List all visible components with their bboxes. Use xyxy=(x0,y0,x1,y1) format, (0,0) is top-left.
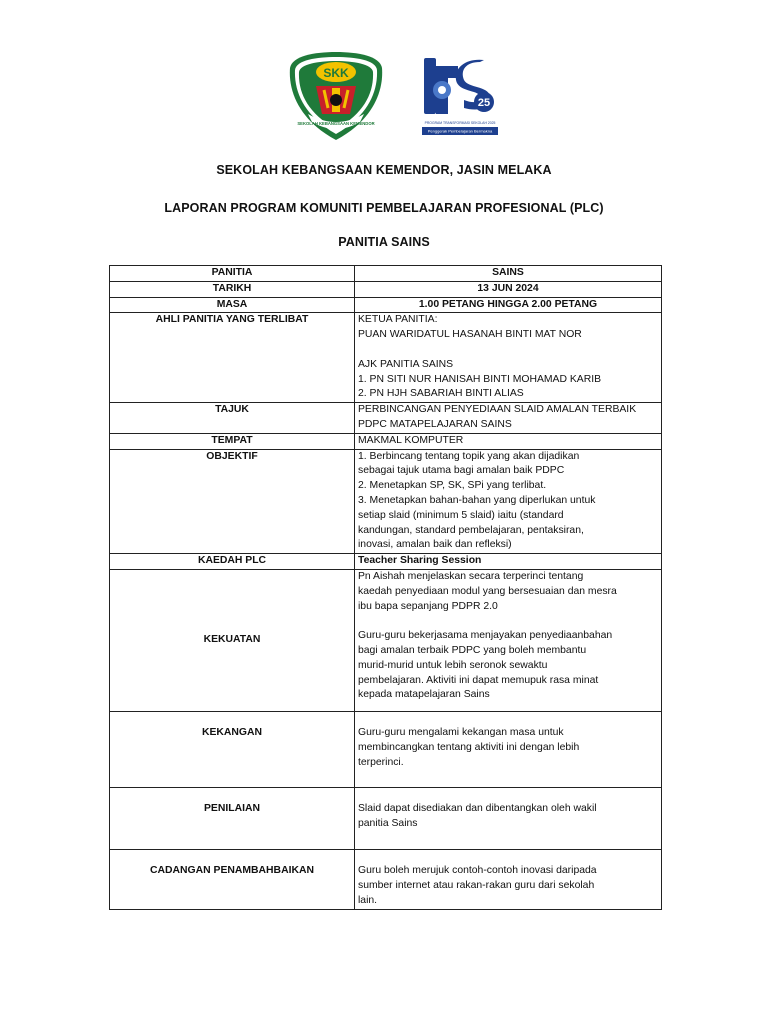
label-kaedah: KAEDAH PLC xyxy=(110,554,355,570)
tajuk-line: PERBINCANGAN PENYEDIAAN SLAID AMALAN TERBAIK xyxy=(358,404,637,416)
label-tarikh: TARIKH xyxy=(110,281,355,297)
ahli-line: 2. PN HJH SABARIAH BINTI ALIAS xyxy=(358,388,524,400)
value-kekangan xyxy=(355,712,662,788)
kekuatan-line: bagi amalan terbaik PDPC yang boleh membantu xyxy=(358,644,587,656)
label-tajuk: TAJUK xyxy=(110,403,355,434)
kekuatan-line: Guru-guru bekerjasama menjayakan penyediaanbahan xyxy=(358,630,613,642)
value-kekuatan xyxy=(355,569,662,711)
label-panitia: PANITIA xyxy=(110,266,355,282)
objektif-line: sebagai tajuk utama bagi amalan baik PDPC xyxy=(358,465,565,477)
label-penilaian: PENILAIAN xyxy=(110,788,355,850)
kekuatan-line: kepada matapelajaran Sains xyxy=(358,689,490,701)
ahli-line: AJK PANITIA SAINS xyxy=(358,358,454,370)
school-name-heading: SEKOLAH KEBANGSAAN KEMENDOR, JASIN MELAKA xyxy=(216,163,552,177)
kekangan-line: Guru-guru mengalami kekangan masa untuk xyxy=(358,727,564,739)
value-cadangan xyxy=(355,850,662,909)
ahli-line: PUAN WARIDATUL HASANAH BINTI MAT NOR xyxy=(358,329,582,341)
kekuatan-line: pembelajaran. Aktiviti ini dapat memupuk rasa minat xyxy=(358,674,599,686)
logo-row xyxy=(0,50,768,140)
objektif-line: kandungan, standard pembelajaran, pentaksiran, xyxy=(358,524,584,536)
value-kaedah: Teacher Sharing Session xyxy=(355,554,662,570)
objektif-line: inovasi, amalan baik dan refleksi) xyxy=(358,539,512,551)
objektif-line: 3. Menetapkan bahan-bahan yang diperlukan untuk xyxy=(358,494,596,506)
label-kekuatan: KEKUATAN xyxy=(110,569,355,711)
row-ahli xyxy=(110,313,662,403)
kekuatan-line: ibu bapa sepanjang PDPR 2.0 xyxy=(358,600,498,612)
objektif-line: 1. Berbincang tentang topik yang akan dijadikan xyxy=(358,450,580,462)
committee-heading: PANITIA SAINS xyxy=(338,235,430,249)
kekuatan-line: murid-murid untuk lebih seronok sewaktu xyxy=(358,659,548,671)
row-penilaian xyxy=(110,788,662,850)
school-crest-logo xyxy=(288,50,384,142)
value-panitia: SAINS xyxy=(355,266,662,282)
kekuatan-line: Pn Aishah menjelaskan secara terperinci tentang xyxy=(358,570,584,582)
penilaian-line: panitia Sains xyxy=(358,817,418,829)
row-kekuatan xyxy=(110,569,662,711)
cadangan-line: lain. xyxy=(358,894,378,906)
tajuk-line: PDPC MATAPELAJARAN SAINS xyxy=(358,418,512,430)
kekangan-line: terperinci. xyxy=(358,756,404,768)
blank-line xyxy=(358,614,658,629)
report-table xyxy=(109,265,662,910)
row-kaedah xyxy=(110,554,662,570)
blank-line xyxy=(358,343,658,358)
kekuatan-line: kaedah penyediaan modul yang bersesuaian dan mesra xyxy=(358,585,617,597)
ahli-line: 1. PN SITI NUR HANISAH BINTI MOHAMAD KARIB xyxy=(358,373,602,385)
row-panitia xyxy=(110,266,662,282)
crest-motto: SEKOLAH KEBANGSAAN KEMENDOR xyxy=(297,121,375,126)
ts25-number: 25 xyxy=(477,97,491,109)
ts25-caption-1: PROGRAM TRANSFORMASI SEKOLAH 2025 xyxy=(424,121,496,125)
value-tarikh: 13 JUN 2024 xyxy=(355,281,662,297)
row-objektif xyxy=(110,449,662,554)
label-ahli: AHLI PANITIA YANG TERLIBAT xyxy=(110,313,355,403)
value-tempat: MAKMAL KOMPUTER xyxy=(355,433,662,449)
objektif-line: setiap slaid (minimum 5 slaid) iaitu (standard xyxy=(358,509,564,521)
cadangan-line: Guru boleh merujuk contoh-contoh inovasi daripada xyxy=(358,865,597,877)
value-ahli xyxy=(355,313,662,403)
ahli-line: KETUA PANITIA: xyxy=(358,314,438,326)
ts25-logo xyxy=(418,56,502,138)
row-tarikh xyxy=(110,281,662,297)
label-cadangan: CADANGAN PENAMBAHBAIKAN xyxy=(110,850,355,909)
report-title-heading: LAPORAN PROGRAM KOMUNITI PEMBELAJARAN PROFESIONAL (PLC) xyxy=(164,201,604,215)
crest-initials: SKK xyxy=(323,66,349,80)
value-penilaian xyxy=(355,788,662,850)
label-tempat: TEMPAT xyxy=(110,433,355,449)
row-kekangan xyxy=(110,712,662,788)
kekangan-line: membincangkan tentang aktiviti ini dengan lebih xyxy=(358,741,580,753)
label-objektif: OBJEKTIF xyxy=(110,449,355,554)
ts25-caption-2: Penggerak Pembelajaran Bermakna xyxy=(427,128,493,134)
row-tajuk xyxy=(110,403,662,434)
value-objektif xyxy=(355,449,662,554)
row-masa xyxy=(110,297,662,313)
cadangan-line: sumber internet atau rakan-rakan guru dari sekolah xyxy=(358,879,595,891)
penilaian-line: Slaid dapat disediakan dan dibentangkan oleh wakil xyxy=(358,803,597,815)
value-tajuk xyxy=(355,403,662,434)
label-kekangan: KEKANGAN xyxy=(110,712,355,788)
row-tempat xyxy=(110,433,662,449)
label-masa: MASA xyxy=(110,297,355,313)
row-cadangan xyxy=(110,850,662,909)
objektif-line: 2. Menetapkan SP, SK, SPi yang terlibat. xyxy=(358,480,547,492)
value-masa: 1.00 PETANG HINGGA 2.00 PETANG xyxy=(355,297,662,313)
